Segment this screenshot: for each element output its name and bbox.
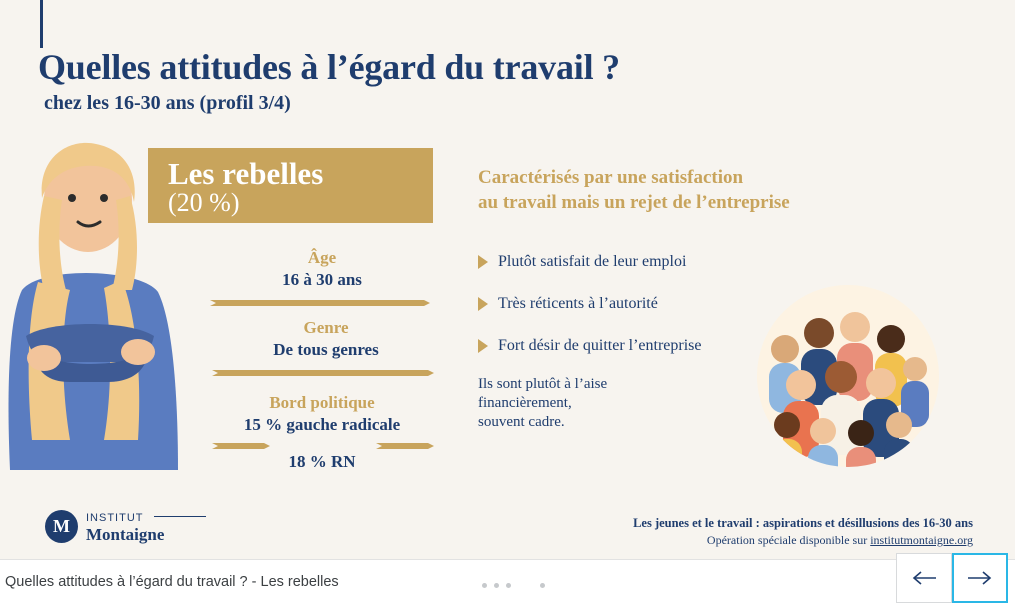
- stat-gender-divider: [212, 364, 434, 371]
- bullet-item-1: [478, 253, 686, 271]
- next-slide-button[interactable]: [952, 553, 1008, 603]
- stat-gender: [196, 318, 456, 360]
- logo-line1: INSTITUT: [86, 512, 144, 524]
- profile-name: Les rebelles: [168, 156, 324, 191]
- logo-line1-wrap: [86, 508, 206, 526]
- credit-link[interactable]: institutmontaigne.org: [870, 533, 973, 547]
- bullet-text-2: Très réticents à l’autorité: [498, 295, 658, 312]
- stat-politics-secondary: [192, 448, 452, 472]
- right-note-line1: Ils sont plutôt à l’aise: [478, 376, 608, 392]
- source-credit: [633, 516, 973, 548]
- right-note-line2: financièrement,: [478, 395, 572, 411]
- triangle-bullet-icon: [478, 255, 488, 269]
- logo-text: [86, 508, 206, 545]
- slide-indicator-dots[interactable]: [482, 583, 545, 588]
- profile-label-band: [148, 148, 433, 223]
- crowd-illustration: [757, 285, 939, 467]
- bullet-text-1: Plutôt satisfait de leur emploi: [498, 253, 687, 270]
- stat-politics-value2: 18 % RN: [288, 452, 356, 471]
- logo-line2: Montaigne: [86, 525, 165, 544]
- triangle-bullet-icon: [478, 297, 488, 311]
- credit-line2: [633, 533, 973, 548]
- stat-age-divider: [210, 294, 430, 301]
- credit-line1: Les jeunes et le travail : aspirations et désillusions des 16-30 ans: [633, 516, 973, 530]
- slide-dot-3[interactable]: [506, 583, 511, 588]
- bullet-text-3: Fort désir de quitter l’entreprise: [498, 337, 702, 354]
- profile-share: (20 %): [168, 188, 240, 217]
- stat-age: [192, 248, 452, 290]
- arrow-right-icon: [967, 570, 993, 586]
- right-headline: [478, 165, 790, 215]
- stat-politics-label: Bord politique: [269, 393, 375, 412]
- credit-line2-prefix: Opération spéciale disponible sur: [706, 533, 871, 547]
- stat-gender-label: Genre: [303, 318, 349, 337]
- right-headline-line2: au travail mais un rejet de l’entreprise: [478, 192, 790, 213]
- stat-politics-value: 15 % gauche radicale: [243, 415, 401, 434]
- stat-politics: [192, 393, 452, 435]
- arrow-left-icon: [911, 570, 937, 586]
- triangle-bullet-icon: [478, 339, 488, 353]
- right-headline-line1: Caractérisés par une satisfaction: [478, 167, 744, 188]
- right-note: [478, 375, 607, 432]
- logo-rule: [154, 516, 206, 517]
- bullet-item-2: [478, 295, 658, 313]
- accent-bar: [40, 0, 43, 48]
- viewer-toolbar: [0, 559, 1015, 611]
- stat-age-value: 16 à 30 ans: [282, 270, 362, 289]
- slide-dot-2[interactable]: [494, 583, 499, 588]
- previous-slide-button[interactable]: [896, 553, 952, 603]
- slide-dot-4[interactable]: [540, 583, 545, 588]
- logo-monogram: M: [45, 510, 78, 543]
- page-title: Quelles attitudes à l’égard du travail ?: [38, 47, 620, 87]
- stat-age-label: Âge: [307, 248, 337, 267]
- right-note-line3: souvent cadre.: [478, 414, 565, 430]
- logo: [45, 508, 206, 545]
- stat-gender-value: De tous genres: [273, 340, 379, 359]
- bullet-item-3: [478, 337, 702, 355]
- stat-politics-divider: [212, 437, 434, 444]
- slide-dot-1[interactable]: [482, 583, 487, 588]
- slide-caption: Quelles attitudes à l’égard du travail ? - Les rebelles: [5, 574, 339, 590]
- page-subtitle: chez les 16-30 ans (profil 3/4): [44, 92, 291, 114]
